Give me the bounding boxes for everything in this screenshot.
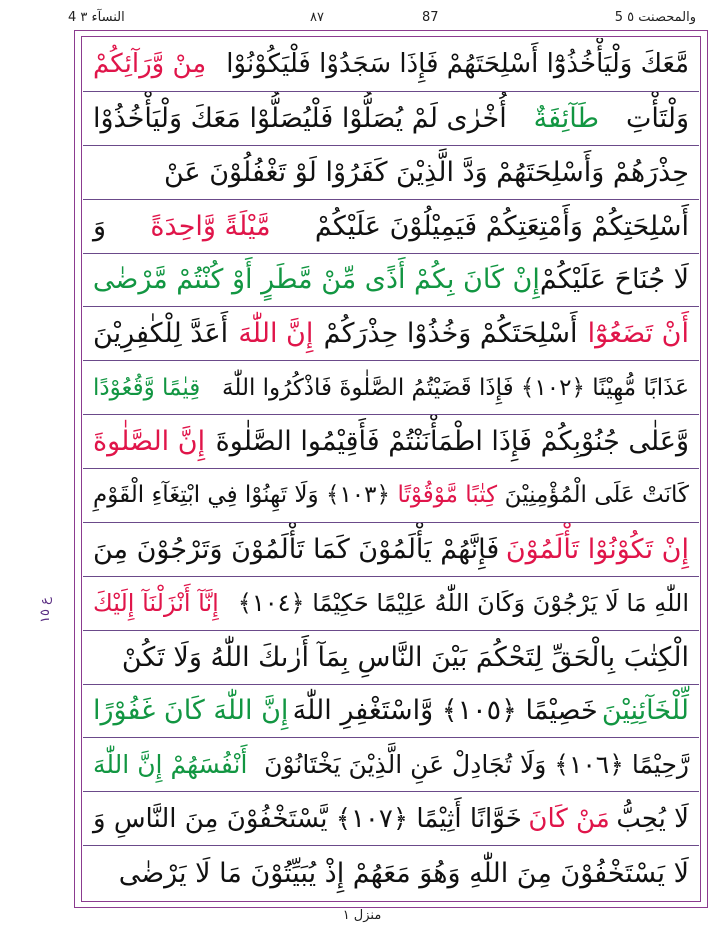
text-segment: إِنَّ اللّٰهَ xyxy=(238,318,314,350)
text-segment: لَا يُحِبُّ xyxy=(616,803,689,834)
text-segment: مَّعَكَ وَلْيَأْخُذُوْٓا أَسْلِحَتَهُمْ فَإِذَا سَجَدُوْا فَلْيَكُوْنُوْا xyxy=(226,49,689,80)
text-line xyxy=(83,146,699,200)
text-line xyxy=(83,200,699,254)
text-segment: إِنَّ اللّٰهَ كَانَ غَفُوْرًا xyxy=(93,695,289,727)
text-segment: وَلْتَأْتِ xyxy=(625,102,689,134)
quran-text-block xyxy=(83,38,699,900)
page-header xyxy=(60,6,704,30)
text-segment: رَّحِيْمًا ﴿١٠٦﴾ وَلَا تُجَادِلْ عَنِ الَّذِيْنَ يَخْتَانُوْنَ xyxy=(264,750,689,780)
text-segment: اللّٰهِ مَا لَا يَرْجُوْنَ وَكَانَ اللّٰهُ عَلِيْمًا حَكِيْمًا ﴿١٠٤﴾ xyxy=(237,589,689,618)
text-line xyxy=(83,361,699,415)
text-segment: حِذْرَهُمْ وَأَسْلِحَتَهُمْ وَدَّ الَّذِيْنَ كَفَرُوْا لَوْ تَغْفُلُوْنَ عَنْ xyxy=(163,156,689,188)
text-segment: لَا جُنَاحَ عَلَيْكُمْ xyxy=(539,264,689,296)
text-segment: خَوَّانًا أَثِيْمًا ﴿١٠٧﴾ يَّسْتَخْفُوْنَ مِنَ النَّاسِ وَ xyxy=(93,803,522,834)
text-segment: مَّيْلَةً وَّاحِدَةً xyxy=(150,210,271,242)
text-segment: أَسْلِحَتِكُمْ وَأَمْتِعَتِكُمْ فَيَمِيْلُوْنَ عَلَيْكُمْ xyxy=(314,210,689,242)
text-segment: ﴿١٠٣﴾ وَلَا تَهِنُوْا فِي ابْتِغَآءِ الْقَوْمِ xyxy=(93,482,390,509)
header-juz: 4 النسآء ٣ xyxy=(68,10,125,25)
text-segment: أَعَدَّ لِلْكٰفِرِيْنَ xyxy=(93,318,229,350)
text-segment: كَانَتْ عَلَى الْمُؤْمِنِيْنَ xyxy=(504,482,689,509)
text-line xyxy=(83,523,699,577)
header-urdu-page: ٨٧ xyxy=(310,10,324,25)
text-line xyxy=(83,254,699,308)
manzil-footer: منزل ١ xyxy=(342,908,382,923)
text-segment: إِنَّآ أَنْزَلْنَآ إِلَيْكَ xyxy=(93,589,219,618)
text-segment: قِيٰمًا وَّقُعُوْدًا xyxy=(93,374,201,401)
text-line xyxy=(83,469,699,523)
text-line xyxy=(83,846,699,900)
text-segment: أُخْرٰى لَمْ يُصَلُّوْا فَلْيُصَلُّوْا مَعَكَ وَلْيَأْخُذُوْا xyxy=(93,102,507,134)
text-segment: عَذَابًا مُّهِيْنًا ﴿١٠٢﴾ فَإِذَا قَضَيْتُمُ الصَّلٰوةَ فَاذْكُرُوا اللّٰهَ xyxy=(222,374,689,401)
text-segment: وَ xyxy=(93,210,107,242)
text-segment: فَإِنَّهُمْ يَأْلَمُوْنَ كَمَا تَأْلَمُوْنَ وَتَرْجُوْنَ مِنَ xyxy=(93,533,500,565)
text-segment: كِتٰبًا مَّوْقُوْتًا xyxy=(397,482,498,509)
text-segment: وَّعَلٰى جُنُوْبِكُمْ فَإِذَا اطْمَأْنَنْتُمْ فَأَقِيْمُوا الصَّلٰوةَ xyxy=(215,426,689,458)
text-line xyxy=(83,38,699,92)
text-segment: خَصِيْمًا ﴿١٠٥﴾ وَّاسْتَغْفِرِ اللّٰهَ xyxy=(292,695,598,727)
header-page-number: 87 xyxy=(422,10,439,25)
text-segment: الْكِتٰبَ بِالْحَقِّ لِتَحْكُمَ بَيْنَ النَّاسِ بِمَآ أَرٰىكَ اللّٰهُ وَلَا تَكُنْ xyxy=(121,641,689,673)
text-segment: مَنْ كَانَ xyxy=(528,803,610,834)
text-line xyxy=(83,792,699,846)
text-line xyxy=(83,307,699,361)
text-line xyxy=(83,415,699,469)
text-line xyxy=(83,631,699,685)
text-segment: لَا يَسْتَخْفُوْنَ مِنَ اللّٰهِ وَهُوَ مَعَهُمْ إِذْ يُبَيِّتُوْنَ مَا لَا يَرْضٰى xyxy=(118,857,689,889)
text-segment: إِنَّ الصَّلٰوةَ xyxy=(93,426,206,458)
text-line xyxy=(83,685,699,739)
text-segment: إِنْ كَانَ بِكُمْ أَذًى مِّنْ مَّطَرٍ أَوْ كُنْتُمْ مَّرْضٰى xyxy=(92,264,540,296)
text-segment: لِّلْخَآئِنِيْنَ xyxy=(601,695,689,727)
text-segment: طَآئِفَةٌ xyxy=(533,102,600,134)
text-line xyxy=(83,738,699,792)
text-segment: أَنْ تَضَعُوْٓا xyxy=(587,318,689,350)
text-segment: مِنْ وَّرَآئِكُمْ xyxy=(93,49,207,80)
ruku-marker: ع ١٥ xyxy=(38,597,53,623)
text-segment: أَنْفُسَهُمْ إِنَّ اللّٰهَ xyxy=(93,750,248,780)
text-line xyxy=(83,92,699,146)
header-surah: 5 والمحصنت ٥ xyxy=(614,10,696,25)
text-segment: إِنْ تَكُوْنُوْا تَأْلَمُوْنَ xyxy=(505,533,689,565)
text-segment: أَسْلِحَتَكُمْ وَخُذُوْا حِذْرَكُمْ xyxy=(323,318,578,350)
text-line xyxy=(83,577,699,631)
